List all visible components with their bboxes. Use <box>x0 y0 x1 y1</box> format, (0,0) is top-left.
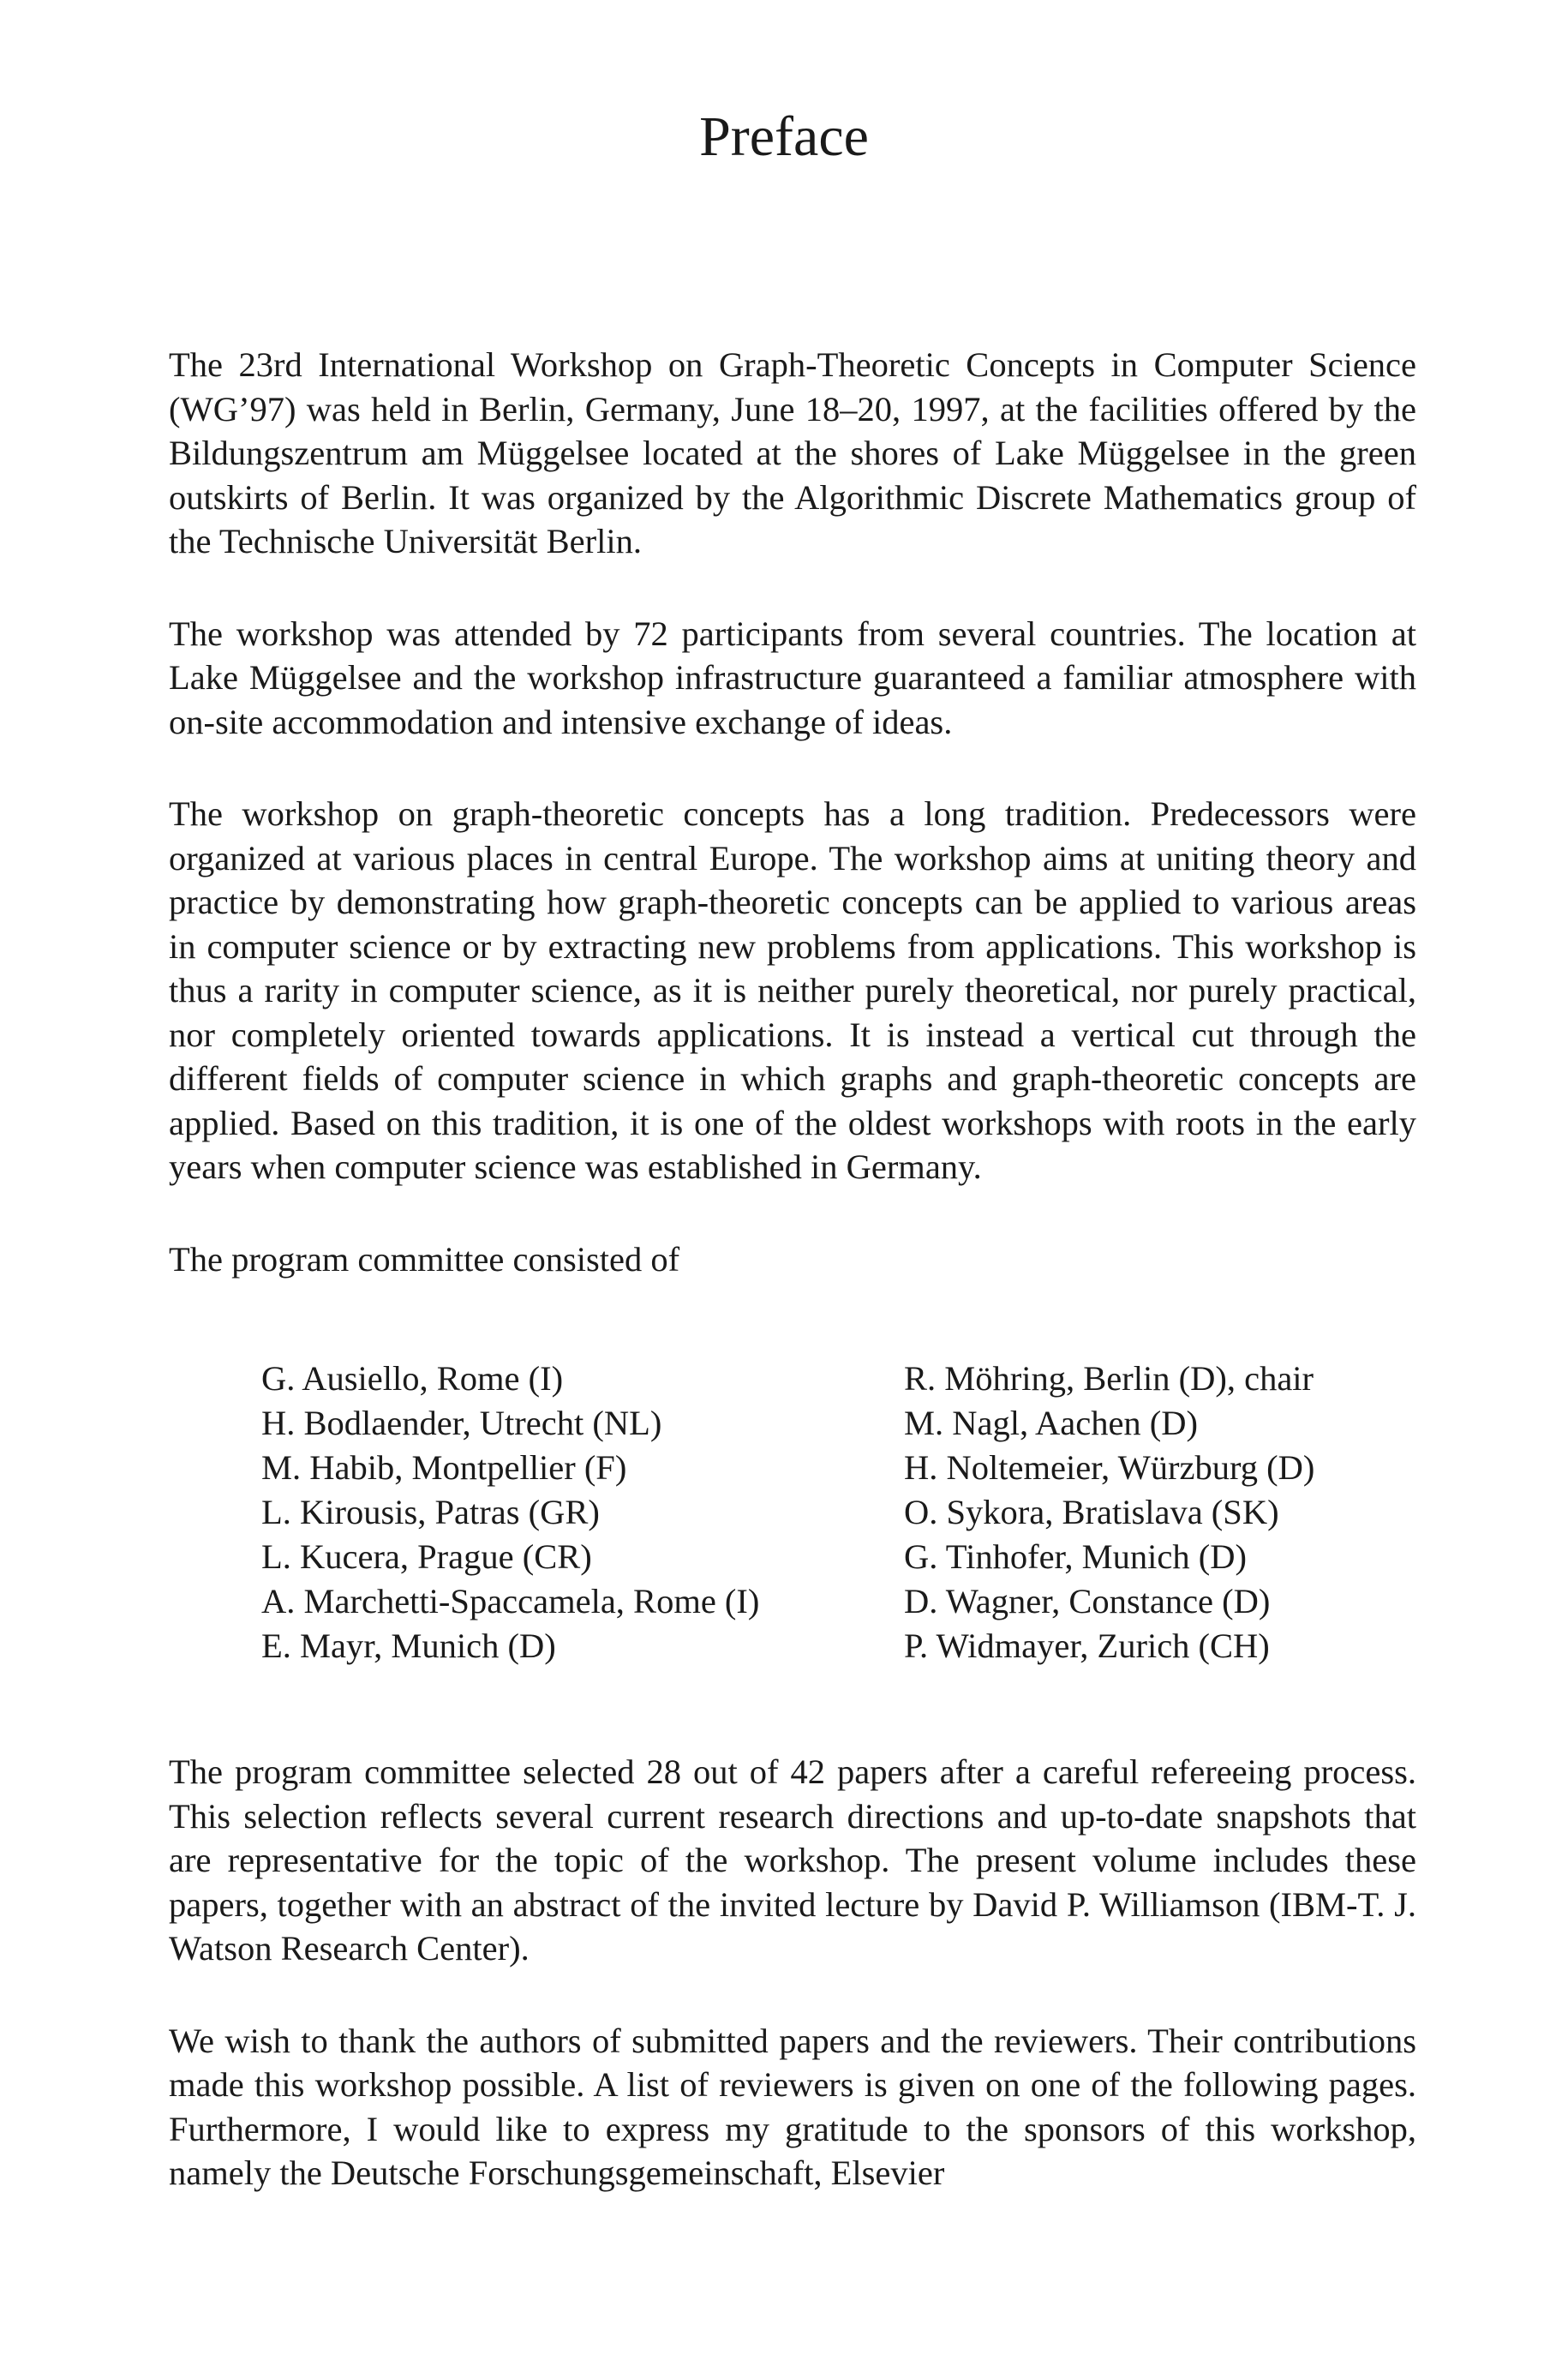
body-text <box>169 343 1416 2243</box>
page-title: Preface <box>699 105 869 168</box>
committee-member: O. Sykora, Bratislava (SK) <box>904 1493 1279 1531</box>
paragraph-committee-intro: The program committee consisted of <box>169 1239 680 1279</box>
paragraph-workshop-intro: The 23rd International Workshop on Graph-Theoretic Concepts in Computer Science (WG’97) was held in Berlin, Germany, June 18–20, 1997, at the facilities offered by the Bildungszentrum am Müggelsee located at the shores of Lake Müggelsee in the green outskirts of Berlin. It was organized by the Algorithmic Discrete Mathematics group of the Technische Universität Berlin. <box>169 345 1416 560</box>
paragraph-acknowledgements: We wish to thank the authors of submitted papers and the reviewers. Their contributions made this workshop possible. A list of reviewers is given on one of the following pages. Furthermore, I would like to express my gratitude to the sponsors of this workshop, namely the Deutsche Forschungsgemeinschaft, Elsevier <box>169 2021 1416 2192</box>
paragraph-attendance: The workshop was attended by 72 participants from several countries. The location at Lake Müggelsee and the workshop infrastructure guaranteed a familiar atmosphere with on-site accommodation and intensive exchange of ideas. <box>169 614 1416 741</box>
paragraph-tradition: The workshop on graph-theoretic concepts has a long tradition. Predecessors were organized at various places in central Europe. The workshop aims at uniting theory and practice by demonstrating how graph-theoretic concepts can be applied to various areas in computer science or by extracting new problems from applications. This workshop is thus a rarity in computer science, as it is neither purely theoretical, nor purely practical, nor completely oriented towards applications. It is instead a vertical cut through the different fields of computer science in which graphs and graph-theoretic concepts are applied. Based on this tradition, it is one of the oldest workshops with roots in the early years when computer science was established in Germany. <box>169 794 1416 1186</box>
committee-member: L. Kirousis, Patras (GR) <box>261 1493 600 1531</box>
committee-member: L. Kucera, Prague (CR) <box>261 1537 592 1576</box>
committee-member: H. Bodlaender, Utrecht (NL) <box>261 1404 662 1442</box>
committee-column-left <box>261 1357 904 1668</box>
committee-member: G. Tinhofer, Munich (D) <box>904 1537 1247 1576</box>
committee-member: M. Nagl, Aachen (D) <box>904 1404 1199 1442</box>
committee-member: D. Wagner, Constance (D) <box>904 1582 1271 1620</box>
paragraph-paper-selection: The program committee selected 28 out of 42 papers after a careful refereeing process. This selection reflects several current research directions and up-to-date snapshots that are representative for the topic of the workshop. The present volume includes these papers, together with an abstract of the invited lecture by David P. Williamson (IBM-T. J. Watson Research Center). <box>169 1752 1416 1968</box>
committee-column-right <box>904 1357 1384 1668</box>
committee-member: P. Widmayer, Zurich (CH) <box>904 1626 1270 1665</box>
committee-member: E. Mayr, Munich (D) <box>261 1626 556 1665</box>
program-committee-list <box>169 1357 1416 1668</box>
committee-member: H. Noltemeier, Würzburg (D) <box>904 1448 1315 1487</box>
committee-member: M. Habib, Montpellier (F) <box>261 1448 627 1487</box>
committee-member: R. Möhring, Berlin (D), chair <box>904 1359 1314 1398</box>
committee-member: G. Ausiello, Rome (I) <box>261 1359 564 1398</box>
committee-member: A. Marchetti-Spaccamela, Rome (I) <box>261 1582 760 1620</box>
